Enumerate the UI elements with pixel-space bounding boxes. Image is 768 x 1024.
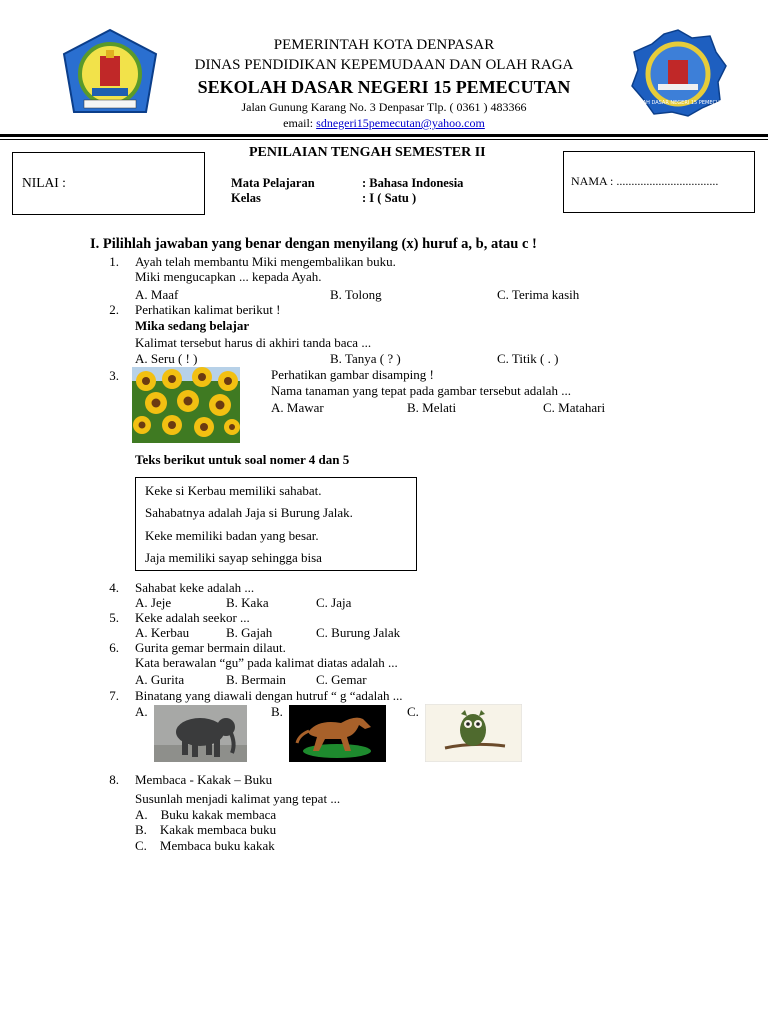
q3-line2: Nama tanaman yang tepat pada gambar tersebut adalah ... [271, 383, 571, 398]
q8-number: 8. [109, 772, 119, 787]
q5-option-b[interactable]: B. Gajah [226, 625, 273, 640]
header-email-line [0, 116, 768, 131]
q7-line1: Binatang yang diawali dengan hutruf “ g “adalah ... [135, 688, 403, 703]
q4-option-a[interactable]: A. Jeje [135, 595, 172, 610]
email-label: email: [283, 116, 317, 130]
header-line2: DINAS PENDIDIKAN KEPEMUDAAN DAN OLAH RAGA [194, 57, 574, 73]
q4-option-c[interactable]: C. Jaja [316, 595, 352, 610]
q6-line1: Gurita gemar bermain dilaut. [135, 640, 286, 655]
q3-line1: Perhatikan gambar disamping ! [271, 367, 434, 382]
q6-option-a[interactable]: A. Gurita [135, 672, 185, 687]
exam-title: PENILAIAN TENGAH SEMESTER II [249, 145, 486, 160]
q4-option-b[interactable]: B. Kaka [226, 595, 269, 610]
q2-option-c[interactable]: C. Titik ( . ) [497, 351, 559, 366]
text45-line: Keke memiliki badan yang besar. [145, 528, 319, 543]
sunflower-image [132, 367, 240, 443]
subject-value: : Bahasa Indonesia [362, 176, 464, 190]
q6-number: 6. [109, 640, 119, 655]
q1-option-a[interactable]: A. Maaf [135, 287, 179, 302]
right-logo-text: SEKOLAH DASAR NEGERI 15 PEMECUTAN [628, 100, 728, 106]
header-school-name: SEKOLAH DASAR NEGERI 15 PEMECUTAN [197, 77, 571, 97]
q2-sentence: Mika sedang belajar [135, 318, 250, 333]
q8-option-a[interactable]: A. Buku kakak membaca [135, 807, 277, 822]
q3-option-b[interactable]: B. Melati [407, 400, 457, 415]
q5-option-c[interactable]: C. Burung Jalak [316, 625, 401, 640]
header-rule-thin [0, 139, 768, 140]
q5-option-a[interactable]: A. Kerbau [135, 625, 190, 640]
q7-option-a[interactable]: A. [135, 704, 148, 719]
q7-option-b[interactable]: B. [271, 704, 283, 719]
q7-number: 7. [109, 688, 119, 703]
q2-option-b[interactable]: B. Tanya ( ? ) [330, 351, 401, 366]
q3-option-c[interactable]: C. Matahari [543, 400, 606, 415]
nilai-box [12, 152, 205, 215]
nama-box [563, 151, 755, 213]
q6-line2: Kata berawalan “gu” pada kalimat diatas adalah ... [135, 655, 398, 670]
q3-option-a[interactable]: A. Mawar [271, 400, 324, 415]
q1-option-c[interactable]: C. Terima kasih [497, 287, 580, 302]
q8-line1: Membaca - Kakak – Buku [135, 772, 273, 787]
nilai-label: NILAI : [22, 175, 66, 190]
header-line1: PEMERINTAH KOTA DENPASAR [273, 37, 495, 53]
class-value: : I ( Satu ) [362, 191, 417, 205]
q2-line1: Perhatikan kalimat berikut ! [135, 302, 281, 317]
q6-option-b[interactable]: B. Bermain [226, 672, 286, 687]
q5-number: 5. [109, 610, 119, 625]
q7-option-c[interactable]: C. [407, 704, 419, 719]
owl-image[interactable] [425, 704, 522, 762]
q2-line3: Kalimat tersebut harus di akhiri tanda baca ... [135, 335, 372, 350]
q4-line1: Sahabat keke adalah ... [135, 580, 255, 595]
q3-number: 3. [109, 368, 119, 383]
subject-label: Mata Pelajaran [231, 176, 315, 190]
email-link[interactable]: sdnegeri15pemecutan@yahoo.com [316, 116, 485, 130]
q1-line1: Ayah telah membantu Miki mengembalikan buku. [135, 254, 396, 269]
header-address: Jalan Gunung Karang No. 3 Denpasar Tlp. ( 0361 ) 483366 [241, 100, 527, 114]
q4-number: 4. [109, 580, 119, 595]
q8-option-c[interactable]: C. Membaca buku kakak [135, 838, 275, 853]
q8-option-b[interactable]: B. Kakak membaca buku [135, 822, 277, 837]
text45-line: Jaja memiliki sayap sehingga bisa [145, 550, 322, 565]
text45-heading: Teks berikut untuk soal nomer 4 dan 5 [135, 452, 350, 467]
nama-label: NAMA : .................................. [571, 174, 719, 188]
q1-option-b[interactable]: B. Tolong [330, 287, 382, 302]
elephant-image[interactable] [154, 705, 247, 762]
text45-line: Sahabatnya adalah Jaja si Burung Jalak. [145, 505, 353, 520]
text45-line: Keke si Kerbau memiliki sahabat. [145, 483, 322, 498]
q2-number: 2. [109, 302, 119, 317]
q1-number: 1. [109, 254, 119, 269]
q5-line1: Keke adalah seekor ... [135, 610, 250, 625]
q6-option-c[interactable]: C. Gemar [316, 672, 367, 687]
horse-image[interactable] [289, 705, 386, 762]
q2-option-a[interactable]: A. Seru ( ! ) [135, 351, 198, 366]
q8-line2: Susunlah menjadi kalimat yang tepat ... [135, 791, 341, 806]
text45-box [135, 477, 417, 571]
class-label: Kelas [231, 191, 261, 205]
section-heading: I. Pilihlah jawaban yang benar dengan menyilang (x) huruf a, b, atau c ! [90, 236, 537, 252]
header-rule-thick [0, 134, 768, 137]
q1-line2: Miki mengucapkan ... kepada Ayah. [135, 269, 322, 284]
